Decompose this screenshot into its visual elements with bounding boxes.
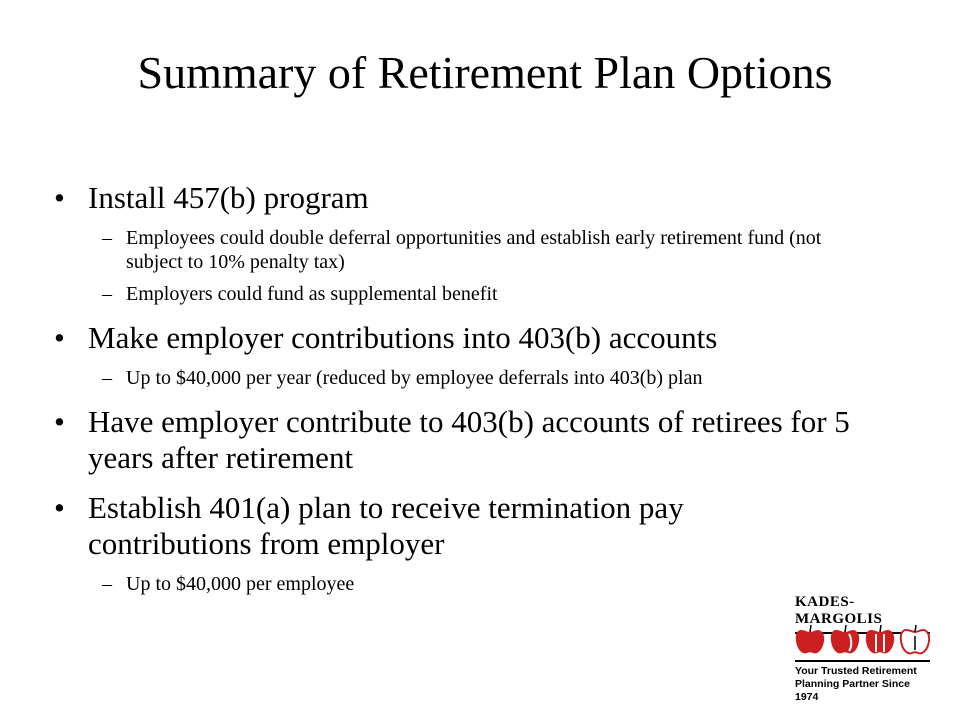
bullet-icon: • <box>54 320 65 355</box>
slide-title: Summary of Retirement Plan Options <box>137 47 833 98</box>
dash-icon: – <box>102 573 112 595</box>
bullet-icon: • <box>54 404 65 439</box>
bullet-icon: • <box>54 490 65 525</box>
logo-name: KADES-MARGOLIS <box>795 594 930 634</box>
sub-bullet-text: Up to $40,000 per year (reduced by employee deferrals into 403(b) plan <box>126 367 703 389</box>
logo-tagline <box>795 660 930 704</box>
dash-icon: – <box>102 367 112 389</box>
apple-icon <box>901 625 929 653</box>
logo-tagline-line1: Your Trusted Retirement <box>795 665 917 677</box>
apples-icon <box>795 622 930 656</box>
bullet-item <box>50 404 850 476</box>
bullet-text: Make employer contributions into 403(b) accounts <box>88 320 718 355</box>
apple-icon <box>831 625 859 653</box>
bullet-item <box>50 320 850 356</box>
sub-bullet-text: Up to $40,000 per employee <box>126 573 355 595</box>
bullet-text: Establish 401(a) plan to receive termination pay contributions from employer <box>88 490 684 561</box>
sub-bullet-item <box>50 366 846 390</box>
logo-tagline-line2: Planning Partner Since 1974 <box>795 678 910 703</box>
sub-bullet-text: Employees could double deferral opportunities and establish early retirement fund (not subject to 10% penalty tax) <box>126 227 822 273</box>
bullet-item <box>50 180 850 216</box>
company-logo <box>795 594 930 703</box>
bullet-item <box>50 490 850 562</box>
bullet-text: Have employer contribute to 403(b) accounts of retirees for 5 years after retirement <box>88 404 850 475</box>
apple-icon <box>796 625 824 653</box>
dash-icon: – <box>102 227 112 249</box>
sub-bullet-item <box>50 226 846 274</box>
bullet-icon: • <box>54 180 65 215</box>
dash-icon: – <box>102 283 112 305</box>
bullet-list <box>50 180 850 604</box>
bullet-text: Install 457(b) program <box>88 180 369 215</box>
sub-bullet-text: Employers could fund as supplemental benefit <box>126 283 498 305</box>
apple-icon <box>866 625 894 653</box>
sub-bullet-item <box>50 572 846 596</box>
sub-bullet-item <box>50 282 846 306</box>
